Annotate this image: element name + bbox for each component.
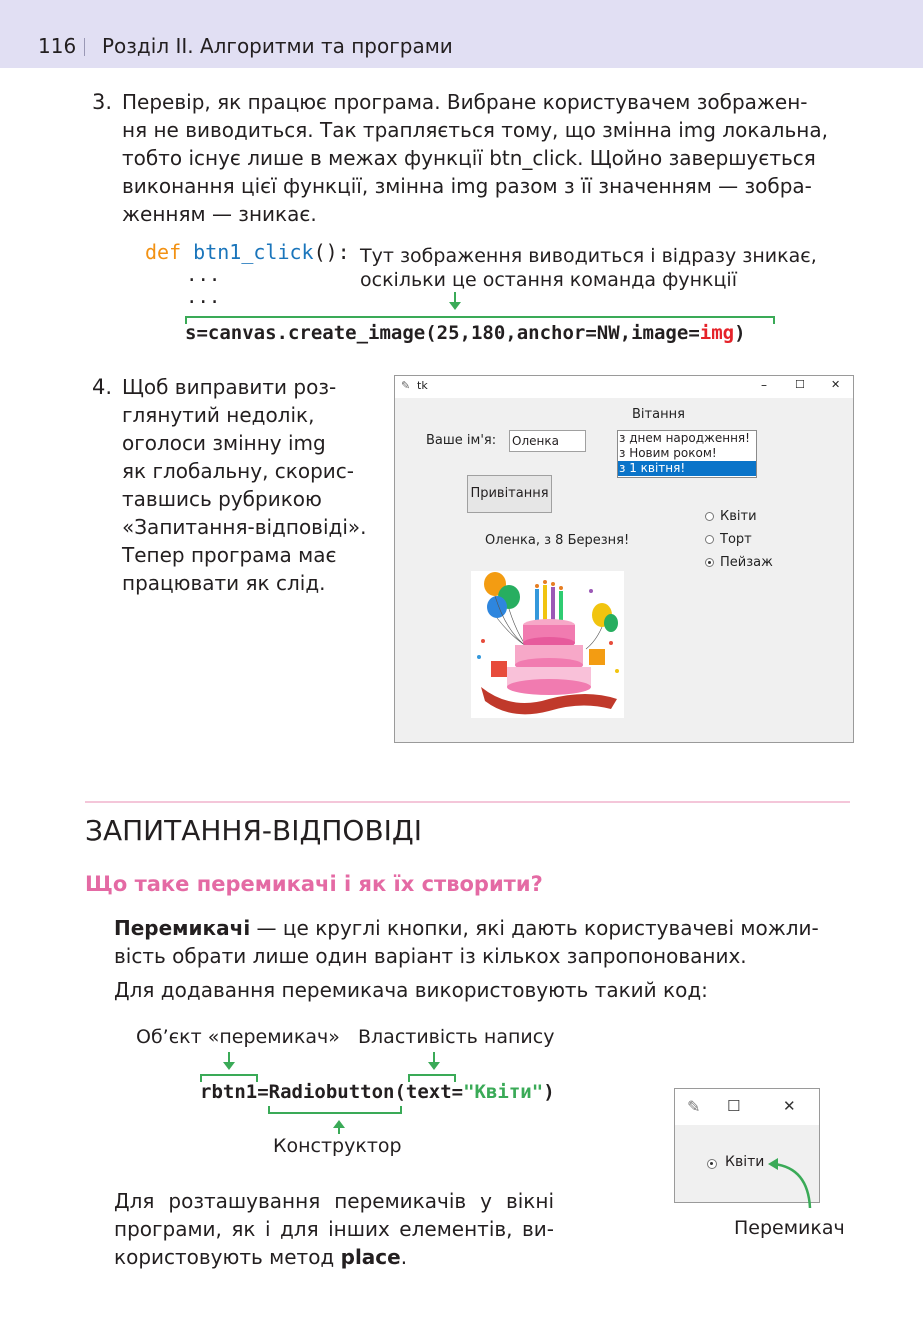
list-item[interactable]: з днем народження! <box>619 431 750 445</box>
step4-line: Тепер програма має <box>122 543 337 567</box>
radiobutton-code <box>200 1081 555 1103</box>
code-note-line: оскільки це остання команда функції <box>360 269 737 291</box>
qa-p3-line-1: Для розташування перемикачів у вікні <box>114 1189 554 1213</box>
qa-p3-line-2: програми, як і для інших елементів, ви- <box>114 1217 554 1241</box>
result-label: Оленка, з 8 Березня! <box>485 533 630 548</box>
step3-text <box>122 88 850 228</box>
qa-p1-line-1 <box>114 914 854 942</box>
step3-line: тобто існує лише в межах функції btn_click. Щойно завершується <box>122 146 816 170</box>
qa-p3-text: користовують метод <box>114 1245 341 1269</box>
radio-label-cake: Торт <box>720 532 752 547</box>
chapter-title: Розділ ІІ. Алгоритми та програми <box>102 34 453 58</box>
step4-line: Щоб виправити роз- <box>122 375 337 399</box>
tk-window <box>394 375 854 743</box>
code-note <box>360 244 817 292</box>
maximize-icon[interactable]: ☐ <box>795 378 805 391</box>
cake-image <box>471 571 624 718</box>
code-note-line: Тут зображення виводиться і відразу зникає, <box>360 245 817 267</box>
code-create-image <box>185 322 746 344</box>
qa-paragraph-1 <box>114 914 854 970</box>
step3-line: ня не виводиться. Так трапляється тому, що змінна img локальна, <box>122 118 828 142</box>
section-divider <box>85 801 850 803</box>
step3-line: женням — зникає. <box>122 202 317 226</box>
mini-radio-label: Квіти <box>725 1154 765 1170</box>
radio-landscape[interactable] <box>705 558 714 567</box>
close-icon[interactable]: ✕ <box>831 378 841 391</box>
name-label: Ваше ім'я: <box>426 433 497 448</box>
code-dots-1: ... <box>186 264 221 286</box>
step3-number: 3. <box>92 90 113 114</box>
note-arrow-head <box>449 302 461 310</box>
label-property: Властивість напису <box>358 1026 555 1048</box>
mini-radio[interactable] <box>707 1159 717 1169</box>
list-item[interactable]: з Новим роком! <box>619 446 717 460</box>
qa-p1-text: — це круглі кнопки, які дають користувачеві можли- <box>250 916 819 940</box>
constructor-arrow-stem <box>338 1126 340 1134</box>
radio-label-landscape: Пейзаж <box>720 555 773 570</box>
tk-titlebar <box>395 376 853 398</box>
step4-text <box>122 373 387 597</box>
tk-title: tk <box>417 379 428 392</box>
greeting-label: Вітання <box>632 407 685 422</box>
step4-line: «Запитання-відповіді». <box>122 515 367 539</box>
object-arrow-head <box>223 1062 235 1070</box>
feather-icon: ✎ <box>687 1097 701 1116</box>
step4-line: глянутий недолік, <box>122 403 315 427</box>
name-input[interactable]: Оленка <box>509 430 586 452</box>
code-create-image-pre: s=canvas.create_image(25,180,anchor=NW,image= <box>185 322 700 344</box>
code-def-line <box>145 240 350 264</box>
step3-line: Перевір, як працює програма. Вибране користувачем зображен- <box>122 90 808 114</box>
close-icon[interactable]: ✕ <box>783 1097 796 1115</box>
qa-paragraph-2: Для додавання перемикача використовують такий код: <box>114 978 708 1002</box>
page-number: 116 <box>38 34 77 58</box>
code-create-image-post: ) <box>734 322 746 344</box>
maximize-icon[interactable]: ☐ <box>727 1097 741 1115</box>
radiobutton-code-string: "Квіти" <box>463 1081 544 1103</box>
step4-line: оголоси змінну img <box>122 431 326 455</box>
qa-p1-line-2: вість обрати лише один варіант із кількох запропонованих. <box>114 944 747 968</box>
radiobutton-code-end: ) <box>543 1081 555 1103</box>
switch-arrow <box>760 1150 820 1220</box>
code-keyword-def: def <box>145 240 182 264</box>
feather-icon: ✎ <box>401 379 411 392</box>
step3-line: виконання цієї функції, змінна img разом з її значенням — зобра- <box>122 174 812 198</box>
property-arrow-head <box>428 1062 440 1070</box>
step4-line: як глобальну, скорис- <box>122 459 355 483</box>
step4-line: працювати як слід. <box>122 571 326 595</box>
radio-cake[interactable] <box>705 535 714 544</box>
qa-heading: ЗАПИТАННЯ-ВІДПОВІДІ <box>85 814 423 847</box>
switch-caption: Перемикач <box>734 1217 845 1239</box>
label-object: Об’єкт «перемикач» <box>136 1026 340 1048</box>
qa-paragraph-3 <box>114 1187 554 1271</box>
step4-line: тавшись рубрикою <box>122 487 322 511</box>
qa-p3-bold: place <box>340 1245 401 1269</box>
qa-p3-line-3 <box>114 1243 554 1271</box>
greeting-button[interactable]: Привітання <box>467 475 552 513</box>
constructor-bracket <box>268 1106 402 1114</box>
code-create-image-img: img <box>699 322 735 344</box>
list-item-selected[interactable]: з 1 квітня! <box>618 461 756 476</box>
code-func-name: btn1_click <box>193 240 314 264</box>
label-constructor: Конструктор <box>273 1135 402 1157</box>
header-separator <box>84 38 85 56</box>
step4-number: 4. <box>92 375 113 399</box>
greeting-listbox[interactable] <box>617 430 757 478</box>
radio-flowers[interactable] <box>705 512 714 521</box>
qa-p1-bold: Перемикачі <box>114 916 251 940</box>
radio-label-flowers: Квіти <box>720 509 757 524</box>
minimize-icon[interactable]: – <box>761 378 767 392</box>
radiobutton-code-main: rbtn1=Radiobutton(text= <box>200 1081 464 1103</box>
code-dots-2: ... <box>186 286 221 308</box>
code-func-paren: (): <box>313 240 350 264</box>
qa-p3-end: . <box>400 1245 408 1269</box>
qa-question: Що таке перемикачі і як їх створити? <box>85 872 543 896</box>
